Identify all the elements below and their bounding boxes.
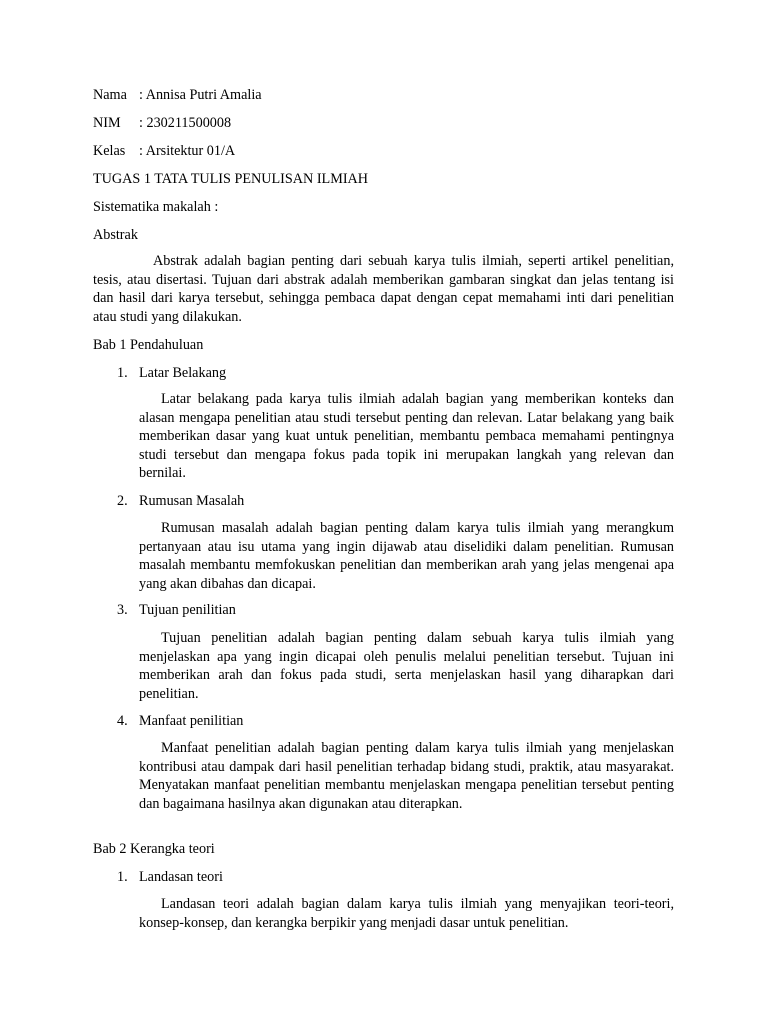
latar-belakang-paragraph: Latar belakang pada karya tulis ilmiah adalah bagian yang memberikan konteks dan alasan mengapa penelitian atau studi tersebut penting dan relevan. Latar belakang yang baik memberikan dasar yang kuat untuk penelitian, membantu pembaca memahami pentingnya studi tersebut dan mengapa fokus pada topik ini merupakan langkah yang relevan dan bernilai. — [139, 391, 674, 482]
landasan-teori-paragraph: Landasan teori adalah bagian dalam karya tulis ilmiah yang menyajikan teori-teori, konsep-konsep, dan kerangka berpikir yang menjadi dasar untuk penelitian. — [139, 896, 674, 931]
list-number: 4. — [117, 713, 128, 729]
list-item-latar-belakang — [117, 364, 226, 383]
nama-label: Nama — [93, 87, 127, 103]
list-item-manfaat-penelitian — [117, 712, 243, 731]
bab2-heading: Bab 2 Kerangka teori — [93, 841, 215, 857]
rumusan-masalah-paragraph: Rumusan masalah adalah bagian penting dalam karya tulis ilmiah yang merangkum pertanyaan atau isu utama yang ingin dijawab atau diselidiki dalam penelitian. Rumusan masalah membantu memfokuskan penelitian dan memberikan arah yang jelas mengenai apa yang akan dibahas dan dicapai. — [139, 520, 674, 592]
nama-value: : Annisa Putri Amalia — [139, 87, 262, 103]
abstrak-paragraph: Abstrak adalah bagian penting dari sebuah karya tulis ilmiah, seperti artikel penelitian, tesis, atau disertasi. Tujuan dari abstrak adalah memberikan gambaran singkat dan jelas tentang isi dan hasil dari karya tersebut, sehingga pembaca dapat dengan cepat memahami inti dari penelitian atau studi yang dilakukan. — [93, 253, 674, 325]
list-item-title: Rumusan Masalah — [139, 493, 245, 509]
bab1-heading: Bab 1 Pendahuluan — [93, 337, 204, 353]
document-subtitle: Sistematika makalah : — [93, 199, 219, 215]
list-number: 3. — [117, 602, 128, 618]
list-item-title: Landasan teori — [139, 869, 223, 885]
list-item-title: Manfaat penilitian — [139, 713, 244, 729]
list-number: 2. — [117, 493, 128, 509]
document-title: TUGAS 1 TATA TULIS PENULISAN ILMIAH — [93, 171, 369, 187]
nim-line — [93, 114, 231, 133]
manfaat-penelitian-paragraph: Manfaat penelitian adalah bagian penting dalam karya tulis ilmiah yang menjelaskan kontribusi atau dampak dari hasil penelitian terhadap bidang studi, praktik, atau masyarakat. Menyatakan manfaat penelitian membantu menjelaskan mengapa penelitian tersebut penting dan bagaimana hasilnya akan digunakan atau diterapkan. — [139, 740, 674, 812]
abstrak-heading: Abstrak — [93, 227, 138, 243]
list-number: 1. — [117, 869, 128, 885]
list-item-landasan-teori — [117, 868, 223, 887]
nim-label: NIM — [93, 115, 121, 131]
kelas-label: Kelas — [93, 143, 126, 159]
nim-value: : 230211500008 — [139, 115, 232, 131]
tujuan-penelitian-paragraph: Tujuan penelitian adalah bagian penting dalam sebuah karya tulis ilmiah yang menjelaskan apa yang ingin dicapai oleh penulis melalui penelitian tersebut. Tujuan ini memberikan arah dan fokus pada studi, serta menjelaskan hasil yang diharapkan dari penelitian. — [139, 630, 674, 702]
nama-line — [93, 86, 262, 105]
list-number: 1. — [117, 365, 128, 381]
kelas-value: : Arsitektur 01/A — [139, 143, 236, 159]
list-item-rumusan-masalah — [117, 492, 244, 511]
list-item-title: Tujuan penilitian — [139, 602, 236, 618]
list-item-tujuan-penelitian — [117, 601, 236, 620]
kelas-line — [93, 142, 235, 161]
list-item-title: Latar Belakang — [139, 365, 227, 381]
